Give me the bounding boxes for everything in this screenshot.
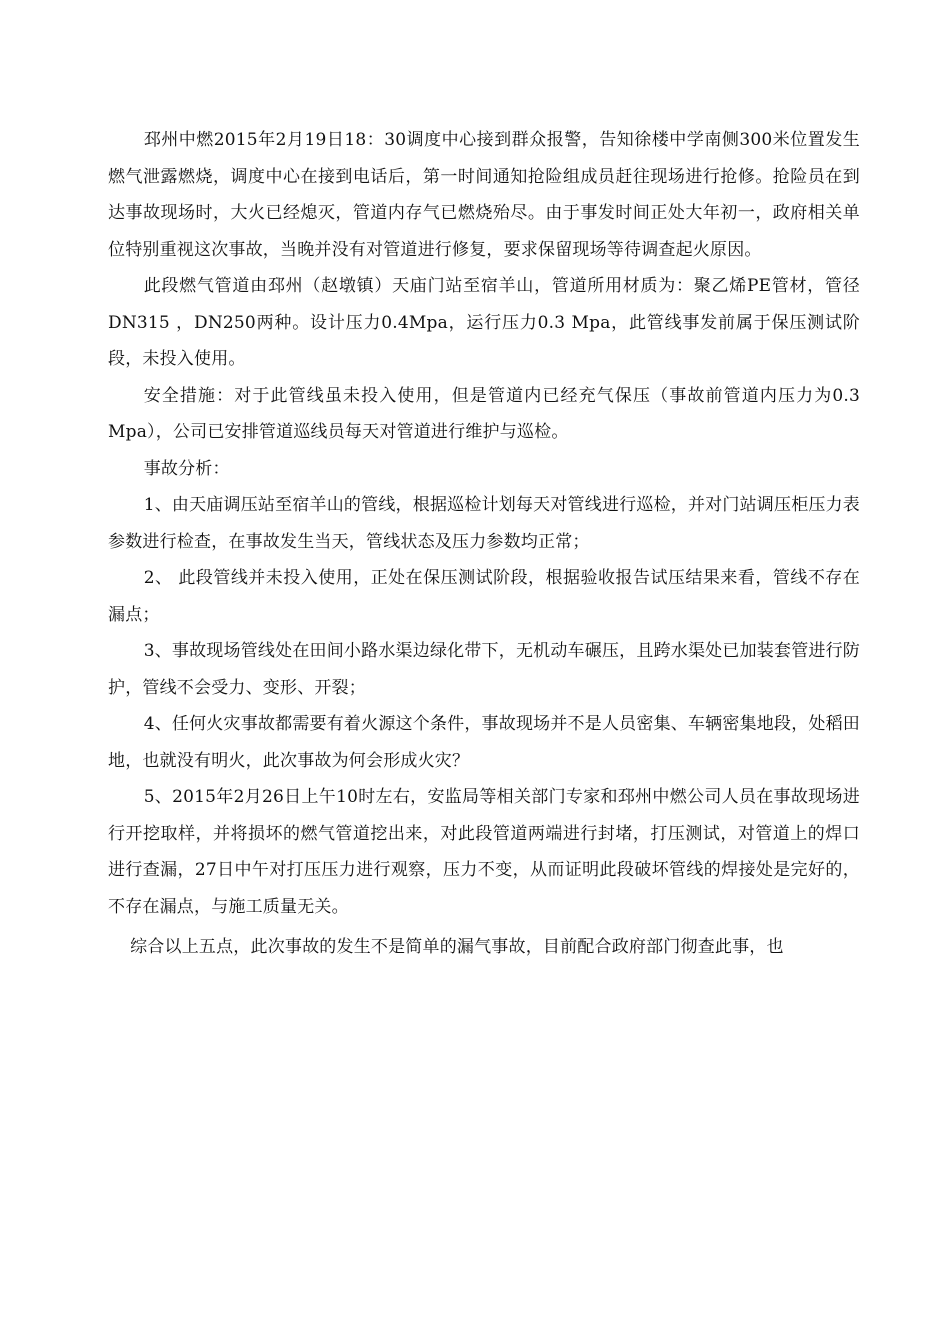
paragraph-incident-report: 邳州中燃2015年2月19日18：30调度中心接到群众报警，告知徐楼中学南侧300米位置发生燃气泄露燃烧，调度中心在接到电话后，第一时间通知抢险组成员赶往现场进行抢修。抢险员在到达事故现场时，大火已经熄灭，管道内存气已燃烧殆尽。由于事发时间正处大年初一，政府相关单位特别重视这次事故，当晚并没有对管道进行修复，要求保留现场等待调查起火原因。 <box>108 130 860 260</box>
paragraph-analysis-point-2: 2、 此段管线并未投入使用，正处在保压测试阶段，根据验收报告试压结果来看，管线不存在漏点； <box>108 568 860 625</box>
paragraph-pipeline-description: 此段燃气管道由邳州（赵墩镇）天庙门站至宿羊山，管道所用材质为：聚乙烯PE管材，管径DN315 ，DN250两种。设计压力0.4Mpa，运行压力0.3 Mpa，此管线事发前属于保压测试阶段，未投入使用。 <box>108 276 860 369</box>
document-body <box>108 122 860 966</box>
paragraph-conclusion: 综合以上五点，此次事故的发生不是简单的漏气事故，目前配合政府部门彻查此事，也 <box>130 937 784 957</box>
paragraph-analysis-point-1: 1、由天庙调压站至宿羊山的管线，根据巡检计划每天对管线进行巡检，并对门站调压柜压力表参数进行检查，在事故发生当天，管线状态及压力参数均正常； <box>108 495 860 552</box>
paragraph-analysis-point-4: 4、任何火灾事故都需要有着火源这个条件，事故现场并不是人员密集、车辆密集地段，处稻田地，也就没有明火，此次事故为何会形成火灾？ <box>108 714 860 771</box>
paragraph-safety-measures: 安全措施：对于此管线虽未投入使用，但是管道内已经充气保压（事故前管道内压力为0.3 Mpa），公司已安排管道巡线员每天对管道进行维护与巡检。 <box>108 385 860 442</box>
paragraph-analysis-heading: 事故分析： <box>143 458 230 479</box>
paragraph-analysis-point-3: 3、事故现场管线处在田间小路水渠边绿化带下，无机动车碾压，且跨水渠处已加装套管进行防护，管线不会受力、变形、开裂； <box>108 641 860 698</box>
paragraph-analysis-point-5: 5、2015年2月26日上午10时左右，安监局等相关部门专家和邳州中燃公司人员在事故现场进行开挖取样，并将损坏的燃气管道挖出来，对此段管道两端进行封堵，打压测试，对管道上的焊口进行查漏，27日中午对打压压力进行观察，压力不变，从而证明此段破坏管线的焊接处是完好的，不存在漏点，与施工质量无关。 <box>108 787 860 917</box>
